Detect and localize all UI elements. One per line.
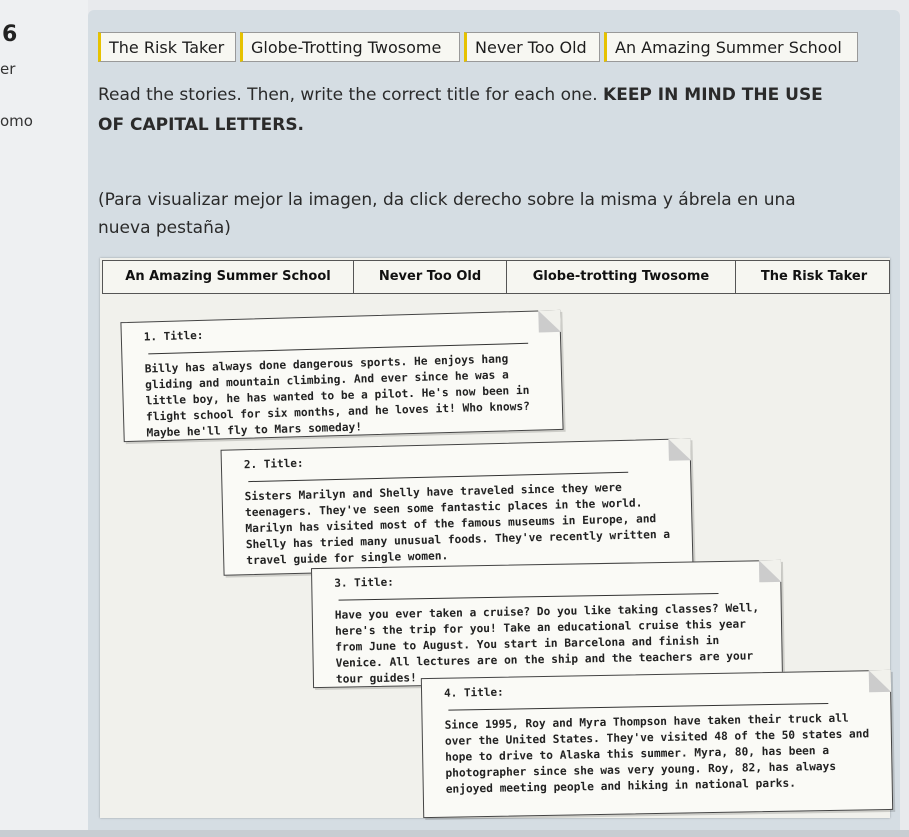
story-title-label: 2. Title: — [243, 456, 304, 472]
word-chip-never-too-old[interactable]: Never Too Old — [464, 32, 600, 62]
instructions-note: (Para visualizar mejor la imagen, da click derecho sobre la misma y ábrela en una nueva pestaña) — [98, 190, 796, 238]
story-text: Since 1995, Roy and Myra Thompson have taken their truck all over the United States. They've visited 48 of the 50 states and hope to drive to Alaska this summer. Myra, 80, has been a photographer since she was very young. Roy, 82, has always enjoyed meeting people and hiking in national parks. — [444, 711, 870, 796]
page-fold-icon — [668, 438, 691, 461]
story-title-line — [334, 569, 768, 604]
table-header-cell: Never Too Old — [354, 261, 507, 293]
story-text: Sisters Marilyn and Shelly have traveled since they were teenagers. They've seen some fantastic places in the world. Marilyn has visited most of the famous museums in Europe, and Shelly has tried many unusual foods. They've recently written a travel guide for single women. — [244, 480, 671, 568]
table-header-cell: An Amazing Summer School — [103, 261, 354, 293]
story-title-line — [444, 679, 878, 714]
story-text: Billy has always done dangerous sports. He enjoys hang gliding and mountain climbing. And ever since he was a little boy, he has wanted to be a pilot. He's now been in flight school for six months, and he loves it! Who knows? Maybe he'll fly to Mars someday! — [144, 352, 531, 440]
instructions — [98, 80, 838, 140]
story-text: Have you ever taken a cruise? Do you like taking classes? Well, here's the trip for you! Take an educational cruise this year from June to August. You start in Barcelona and finish in Venice. All lectures are on the ship and the teachers are your tour guides! — [334, 601, 760, 686]
story-title-blank — [338, 583, 718, 601]
left-panel — [0, 0, 88, 837]
story-title-blank — [448, 693, 828, 711]
story-card-4 — [421, 670, 893, 818]
title-options-table — [102, 260, 890, 294]
story-title-blank — [148, 333, 528, 355]
word-chip-amazing-summer-school[interactable]: An Amazing Summer School — [604, 32, 858, 62]
page-fold-icon — [869, 670, 891, 692]
table-header-cell: Globe-trotting Twosome — [507, 261, 736, 293]
table-header-cell: The Risk Taker — [760, 269, 868, 284]
story-card-1 — [120, 310, 563, 442]
sidebar-text-fragment: er — [0, 60, 16, 78]
sidebar-text-fragment: omo — [0, 112, 33, 130]
story-title-label: 1. Title: — [143, 328, 204, 344]
instructions-emphasis: KEEP IN MIND THE USE OF CAPITAL LETTERS. — [98, 85, 823, 135]
story-card-2 — [221, 438, 694, 575]
bottom-divider — [0, 830, 909, 837]
story-title-blank — [248, 462, 628, 482]
page-fold-icon — [759, 560, 781, 582]
page-fold-icon — [538, 310, 561, 333]
question-card — [88, 10, 900, 837]
instructions-main: Read the stories. Then, write the correct title for each one. — [98, 85, 598, 105]
story-card-3 — [311, 560, 783, 688]
story-title-label: 4. Title: — [443, 685, 504, 700]
word-chip-risk-taker[interactable]: The Risk Taker — [98, 32, 236, 62]
word-chip-globe-trotting-twosome[interactable]: Globe-Trotting Twosome — [240, 32, 460, 62]
worksheet-image — [100, 258, 890, 818]
question-number: 6 — [2, 22, 18, 47]
story-title-label: 3. Title: — [334, 575, 394, 590]
